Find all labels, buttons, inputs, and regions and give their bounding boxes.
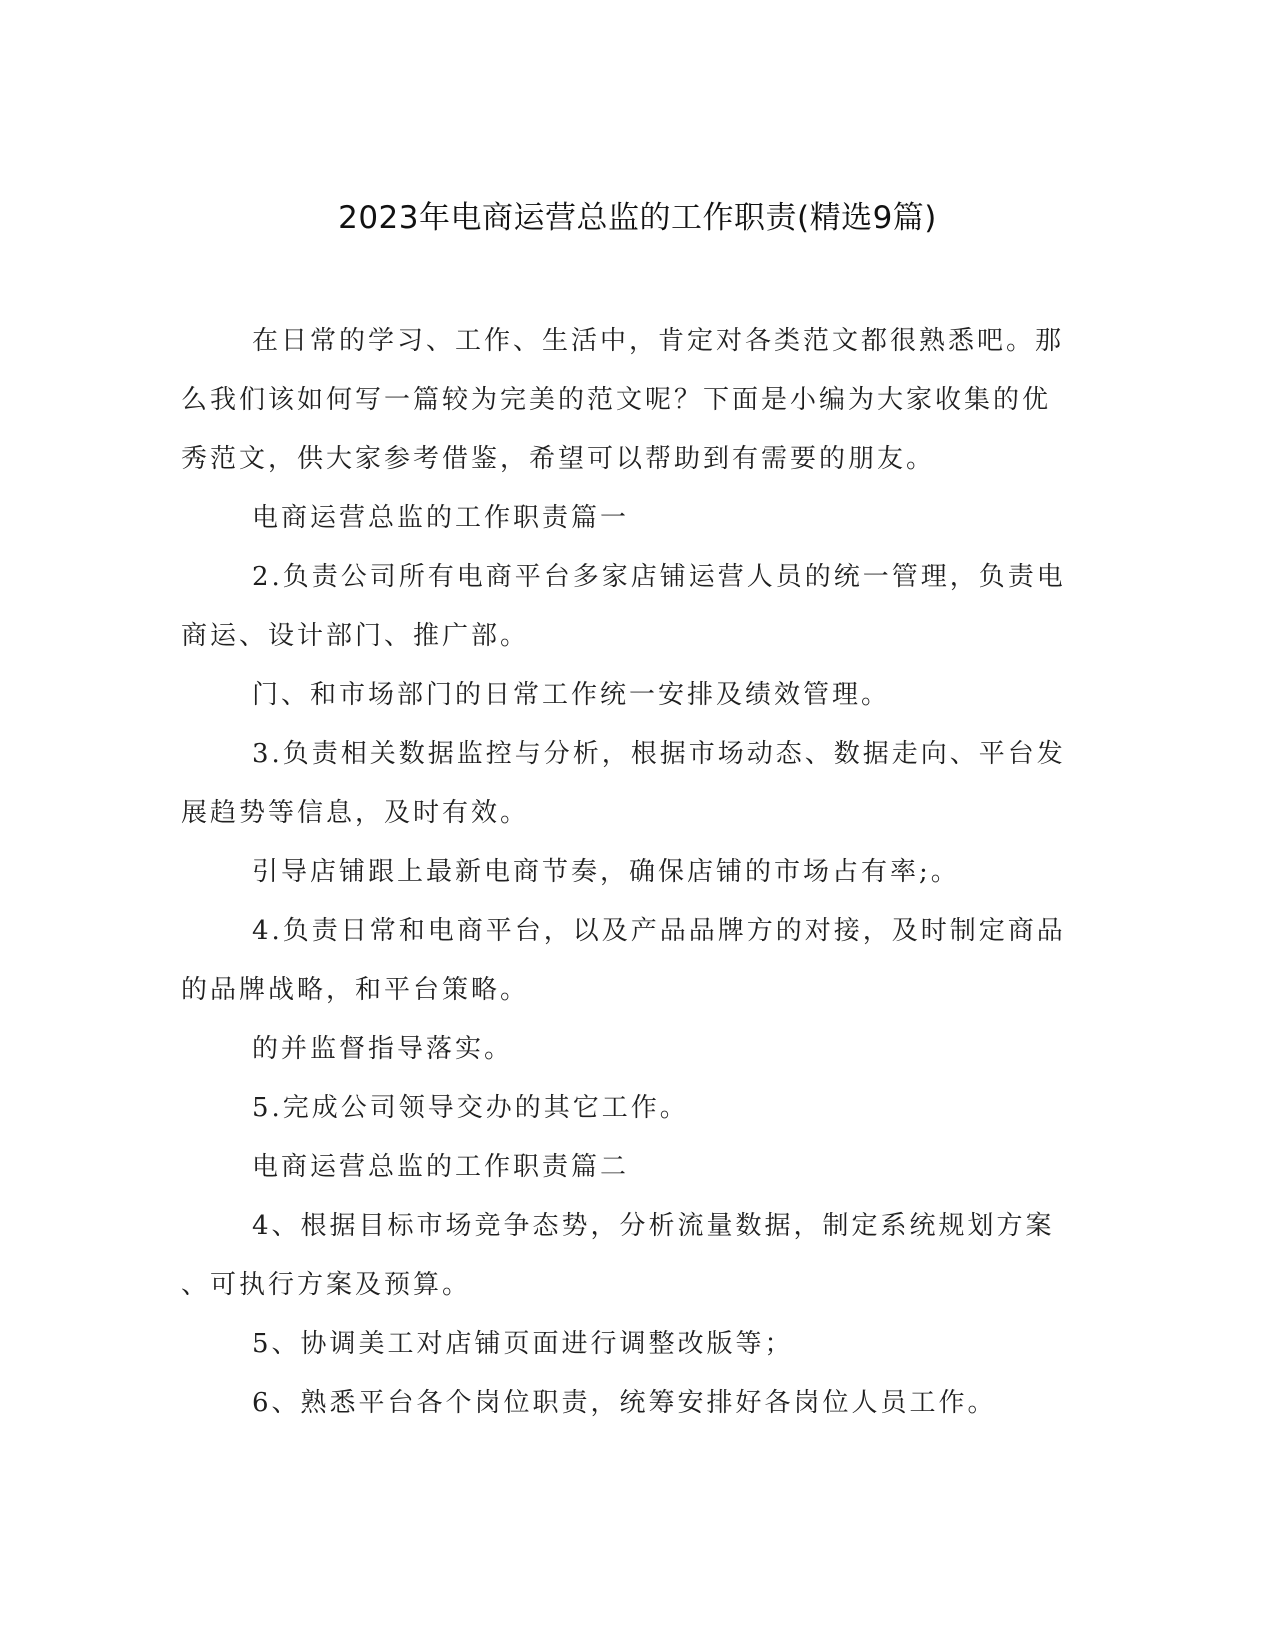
paragraph-line: 么我们该如何写一篇较为完美的范文呢？下面是小编为大家收集的优 [181, 385, 1052, 415]
document-title: 2023年电商运营总监的工作职责(精选9篇) [338, 200, 937, 236]
paragraph-line: 、可执行方案及预算。 [181, 1270, 472, 1300]
paragraph-line: 在日常的学习、工作、生活中，肯定对各类范文都很熟悉吧。那 [252, 326, 1065, 356]
paragraph-line: 展趋势等信息，及时有效。 [181, 798, 530, 828]
paragraph-line: 5、协调美工对店铺页面进行调整改版等； [252, 1329, 794, 1359]
paragraph-line: 4、根据目标市场竞争态势，分析流量数据，制定系统规划方案 [252, 1211, 1055, 1241]
paragraph-line: 门、和市场部门的日常工作统一安排及绩效管理。 [252, 680, 891, 710]
paragraph-line: 2.负责公司所有电商平台多家店铺运营人员的统一管理，负责电 [252, 562, 1066, 592]
paragraph-line: 5.完成公司领导交办的其它工作。 [252, 1093, 689, 1123]
paragraph-line: 6、熟悉平台各个岗位职责，统筹安排好各岗位人员工作。 [252, 1388, 997, 1418]
section-heading: 电商运营总监的工作职责篇二 [252, 1152, 630, 1182]
paragraph-line: 3.负责相关数据监控与分析，根据市场动态、数据走向、平台发 [252, 739, 1066, 769]
paragraph-line: 的品牌战略，和平台策略。 [181, 975, 530, 1005]
paragraph-line: 商运、设计部门、推广部。 [181, 621, 530, 651]
paragraph-line: 引导店铺跟上最新电商节奏，确保店铺的市场占有率;。 [252, 857, 960, 887]
paragraph-line: 4.负责日常和电商平台，以及产品品牌方的对接，及时制定商品 [252, 916, 1066, 946]
paragraph-line: 的并监督指导落实。 [252, 1034, 514, 1064]
section-heading: 电商运营总监的工作职责篇一 [252, 503, 630, 533]
paragraph-line: 秀范文，供大家参考借鉴，希望可以帮助到有需要的朋友。 [181, 444, 936, 474]
